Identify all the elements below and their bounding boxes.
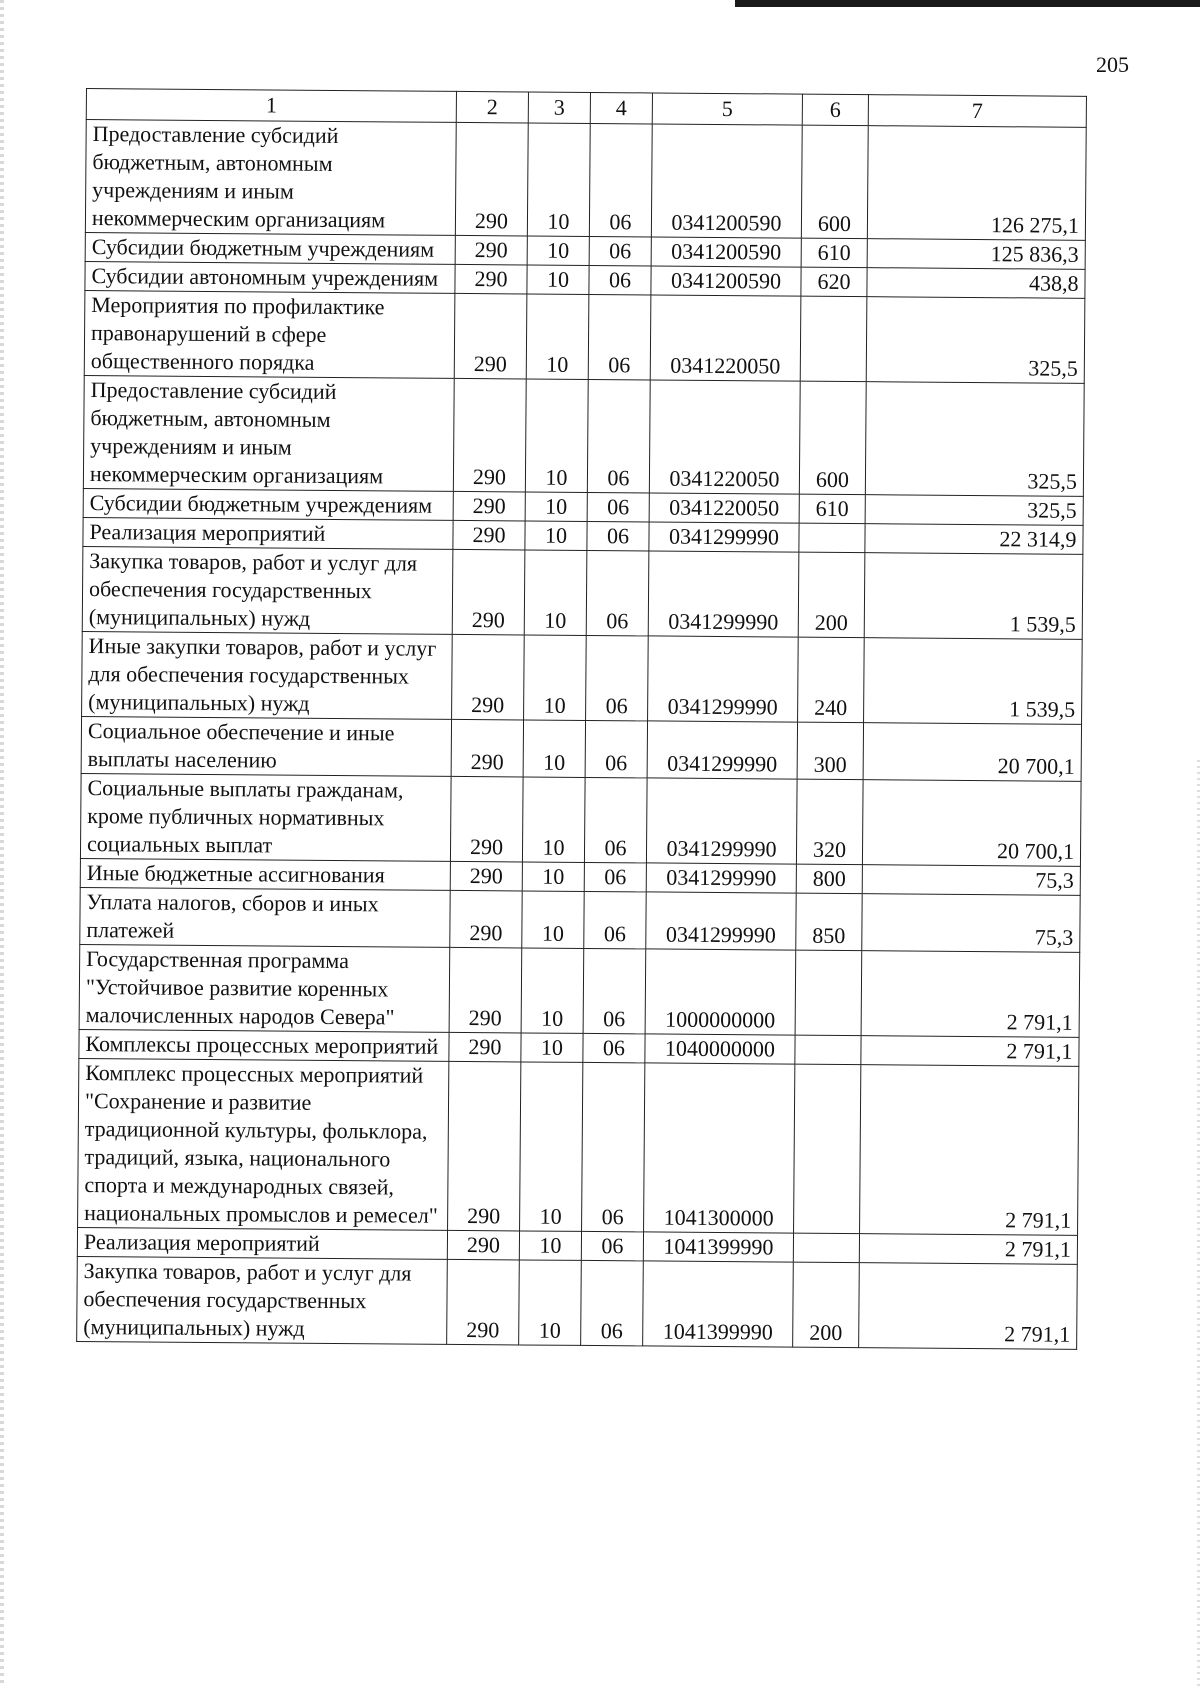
row-col2-cell: 290 <box>452 549 525 635</box>
row-name-cell: Субсидии бюджетным учреждениям <box>85 232 455 264</box>
header-cell-2: 2 <box>456 91 528 123</box>
row-col6-cell: 200 <box>793 1262 860 1348</box>
row-amount-cell: 2 791,1 <box>861 1036 1079 1067</box>
row-col2-cell: 290 <box>452 634 525 720</box>
row-name-cell: Иные закупки товаров, работ и услуг для обеспечения государственных (муниципальных) нужд <box>82 631 453 719</box>
row-col6-cell <box>799 523 865 553</box>
header-cell-4: 4 <box>590 92 652 123</box>
row-col3-cell: 10 <box>520 1062 583 1231</box>
row-col2-cell: 290 <box>449 947 522 1033</box>
row-col2-cell: 290 <box>455 235 527 265</box>
row-col2-cell: 290 <box>453 491 525 521</box>
row-col4-cell: 06 <box>589 123 652 236</box>
row-col4-cell: 06 <box>587 379 650 492</box>
row-col5-cell: 1000000000 <box>645 949 796 1035</box>
row-col5-cell: 0341299990 <box>647 721 797 779</box>
row-col2-cell: 290 <box>451 719 523 777</box>
row-name-cell: Мероприятия по профилактике правонарушений в сфере общественного порядка <box>84 290 455 378</box>
row-name-cell: Реализация мероприятий <box>83 517 453 549</box>
row-name-cell: Закупка товаров, работ и услуг для обеспечения государственных (муниципальных) нужд <box>77 1256 448 1344</box>
row-amount-cell: 2 791,1 <box>859 1234 1077 1265</box>
row-name-cell: Уплата налогов, сборов и иных платежей <box>80 887 450 947</box>
row-col3-cell: 10 <box>524 635 587 720</box>
row-col2-cell: 290 <box>449 1032 521 1062</box>
row-col5-cell: 0341220050 <box>649 493 799 523</box>
row-col5-cell: 0341200590 <box>651 124 802 238</box>
row-col6-cell <box>793 1233 859 1263</box>
row-col4-cell: 06 <box>586 635 649 720</box>
row-col5-cell: 0341200590 <box>651 266 801 296</box>
table-row <box>81 716 1081 781</box>
row-col4-cell: 06 <box>584 891 646 948</box>
table-row <box>78 1058 1079 1235</box>
row-amount-cell: 325,5 <box>866 297 1085 384</box>
row-col2-cell: 290 <box>450 776 523 862</box>
row-col4-cell: 06 <box>589 265 651 294</box>
row-name-cell: Социальное обеспечение и иные выплаты населению <box>81 716 451 776</box>
row-col6-cell: 200 <box>798 552 865 638</box>
header-cell-6: 6 <box>802 94 868 126</box>
row-col5-cell: 0341299990 <box>646 778 797 864</box>
row-col2-cell: 290 <box>447 1259 520 1345</box>
row-name-cell: Иные бюджетные ассигнования <box>80 858 450 890</box>
row-col4-cell: 06 <box>581 1231 643 1260</box>
row-col2-cell: 290 <box>455 264 527 294</box>
row-col6-cell <box>794 1064 861 1234</box>
row-col3-cell: 10 <box>527 236 589 265</box>
row-col6-cell: 240 <box>798 637 865 723</box>
row-amount-cell: 75,3 <box>862 865 1080 896</box>
table-row <box>85 120 1086 241</box>
row-col6-cell: 600 <box>801 125 868 239</box>
row-col6-cell: 620 <box>801 267 867 297</box>
row-amount-cell: 2 791,1 <box>861 951 1080 1038</box>
scan-left-edge <box>0 0 4 1686</box>
row-name-cell: Комплексы процессных мероприятий <box>79 1029 449 1061</box>
row-col4-cell: 06 <box>586 550 649 635</box>
row-col4-cell: 06 <box>582 1062 645 1231</box>
row-name-cell: Комплекс процессных мероприятий "Сохранение и развитие традиционной культуры, фольклора, традиций, языка, национального спорта и международных связей, национальных промыслов и ремесел" <box>78 1058 449 1230</box>
row-col6-cell: 800 <box>796 864 862 894</box>
row-col3-cell: 10 <box>525 521 587 550</box>
row-col2-cell: 290 <box>454 293 527 379</box>
row-col5-cell: 0341299990 <box>648 636 799 722</box>
header-cell-5: 5 <box>652 93 802 125</box>
row-col4-cell: 06 <box>587 492 649 521</box>
budget-table-body <box>77 120 1087 1350</box>
budget-table <box>76 88 1087 1350</box>
row-col3-cell: 10 <box>525 379 588 492</box>
row-amount-cell: 20 700,1 <box>863 723 1081 782</box>
row-col3-cell: 10 <box>519 1231 581 1260</box>
row-name-cell: Социальные выплаты гражданам, кроме публичных нормативных социальных выплат <box>80 773 451 861</box>
row-col4-cell: 06 <box>587 521 649 550</box>
row-name-cell: Предоставление субсидий бюджетным, автономным учреждениям и иным некоммерческим организациям <box>83 375 454 491</box>
row-col3-cell: 10 <box>522 862 584 891</box>
row-col3-cell: 10 <box>527 123 590 236</box>
row-col6-cell <box>800 296 867 382</box>
row-col6-cell: 610 <box>799 494 865 524</box>
row-col6-cell: 610 <box>801 238 867 268</box>
table-row <box>82 631 1083 724</box>
header-cell-1: 1 <box>86 89 456 123</box>
row-amount-cell: 20 700,1 <box>862 780 1081 867</box>
row-amount-cell: 126 275,1 <box>867 126 1086 241</box>
row-col4-cell: 06 <box>589 236 651 265</box>
row-col5-cell: 0341299990 <box>646 892 796 950</box>
row-amount-cell: 325,5 <box>865 495 1083 526</box>
row-col3-cell: 10 <box>527 265 589 294</box>
row-col6-cell <box>795 950 862 1036</box>
row-col3-cell: 10 <box>525 492 587 521</box>
row-amount-cell: 125 836,3 <box>867 239 1085 270</box>
row-amount-cell: 22 314,9 <box>865 524 1083 555</box>
row-col3-cell: 10 <box>523 720 585 777</box>
row-amount-cell: 75,3 <box>862 894 1080 953</box>
row-col4-cell: 06 <box>583 1033 645 1062</box>
row-amount-cell: 438,8 <box>867 268 1085 299</box>
row-col2-cell: 290 <box>453 520 525 550</box>
header-cell-3: 3 <box>528 92 590 123</box>
row-col2-cell: 290 <box>450 890 522 948</box>
row-col4-cell: 06 <box>583 948 646 1033</box>
row-col5-cell: 0341220050 <box>649 380 800 494</box>
row-col3-cell: 10 <box>526 294 589 379</box>
row-col4-cell: 06 <box>584 777 647 862</box>
row-col3-cell: 10 <box>519 1260 582 1345</box>
header-cell-7: 7 <box>868 95 1086 128</box>
row-col5-cell: 1041399990 <box>643 1261 794 1347</box>
row-amount-cell: 2 791,1 <box>859 1263 1078 1350</box>
scan-top-edge <box>735 0 1200 7</box>
row-col4-cell: 06 <box>588 294 651 379</box>
row-col2-cell: 290 <box>453 378 526 492</box>
row-col2-cell: 290 <box>448 1061 521 1231</box>
table-row <box>79 944 1080 1037</box>
row-col5-cell: 0341299990 <box>646 863 796 893</box>
row-col5-cell: 0341299990 <box>649 522 799 552</box>
row-col4-cell: 06 <box>585 720 647 777</box>
row-name-cell: Закупка товаров, работ и услуг для обеспечения государственных (муниципальных) нужд <box>82 546 453 634</box>
page-number: 205 <box>1096 52 1129 77</box>
row-col2-cell: 290 <box>450 861 522 891</box>
row-col3-cell: 10 <box>524 550 587 635</box>
row-col3-cell: 10 <box>522 777 585 862</box>
row-col6-cell: 850 <box>796 893 862 951</box>
table-row <box>83 375 1084 496</box>
row-name-cell: Государственная программа "Устойчивое развитие коренных малочисленных народов Севера" <box>79 944 450 1032</box>
table-row <box>80 887 1080 952</box>
row-name-cell: Субсидии бюджетным учреждениям <box>83 488 453 520</box>
budget-sheet <box>76 88 1086 1350</box>
row-col3-cell: 10 <box>521 948 584 1033</box>
row-col6-cell <box>795 1035 861 1065</box>
row-col5-cell: 1041399990 <box>643 1232 793 1262</box>
table-row <box>77 1256 1078 1349</box>
row-col5-cell: 1041300000 <box>644 1063 795 1233</box>
table-row <box>84 290 1085 383</box>
row-col3-cell: 10 <box>521 1033 583 1062</box>
table-row <box>82 546 1083 639</box>
row-col5-cell: 0341220050 <box>650 295 801 381</box>
row-amount-cell: 2 791,1 <box>860 1065 1079 1236</box>
row-col5-cell: 1040000000 <box>645 1034 795 1064</box>
row-name-cell: Субсидии автономным учреждениям <box>85 261 455 293</box>
table-row <box>80 773 1081 866</box>
row-col5-cell: 0341200590 <box>651 237 801 267</box>
row-col6-cell: 600 <box>799 381 866 495</box>
row-amount-cell: 1 539,5 <box>864 553 1083 640</box>
row-amount-cell: 1 539,5 <box>864 638 1083 725</box>
row-name-cell: Реализация мероприятий <box>77 1227 447 1259</box>
row-amount-cell: 325,5 <box>865 382 1084 497</box>
row-col6-cell: 320 <box>796 779 863 865</box>
row-col4-cell: 06 <box>581 1260 644 1345</box>
row-col4-cell: 06 <box>584 862 646 891</box>
row-col6-cell: 300 <box>797 722 863 780</box>
row-col2-cell: 290 <box>455 122 528 236</box>
row-col5-cell: 0341299990 <box>648 551 799 637</box>
row-name-cell: Предоставление субсидий бюджетным, автономным учреждениям и иным некоммерческим организациям <box>85 120 456 236</box>
row-col3-cell: 10 <box>522 891 584 948</box>
row-col2-cell: 290 <box>447 1230 519 1260</box>
